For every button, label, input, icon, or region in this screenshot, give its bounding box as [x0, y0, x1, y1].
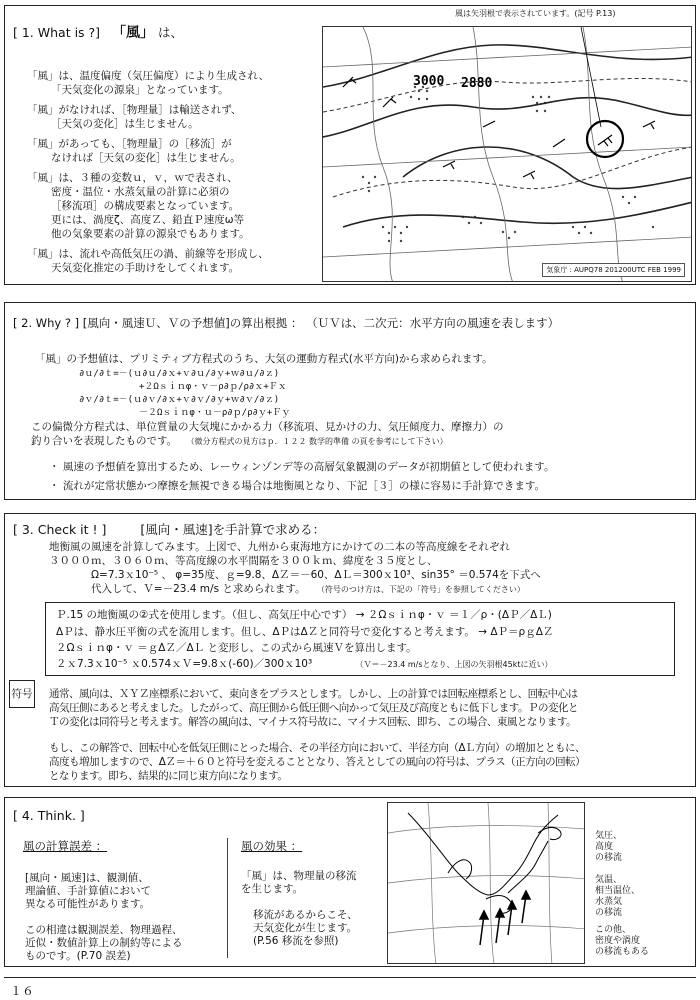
s1-item-line: 天気変化推定の手助けをしてくれます。 — [51, 262, 240, 274]
advection-label: 相当温位、 — [595, 886, 641, 896]
sign-para-2-line-3: となります。即ち、結果的に同じ東方向になります。 — [49, 770, 288, 782]
advection-label: 密度や渦度 — [595, 936, 641, 946]
calc-error-title: 風の計算誤差 ： — [23, 839, 108, 853]
equation-v-1: ∂ｖ/∂ｔ=－(ｕ∂ｖ/∂ｘ+ｖ∂ｖ/∂ｙ+ｗ∂ｖ/∂ｚ) — [79, 395, 280, 405]
calc-error-line: ものです。(P.70 誤差) — [25, 950, 131, 962]
upper-air-chart — [323, 27, 692, 282]
calc-line-1: 地衡風の風速を計算してみます。上図で、九州から東海地方にかけての二本の等高度線をそれぞれ — [49, 541, 510, 553]
map-caption: 風は矢羽根で表示されています。(記号 P.13) — [455, 9, 616, 18]
equation-u-1: ∂ｕ/∂ｔ=－(ｕ∂ｕ/∂ｘ+ｖ∂ｕ/∂ｙ+ｗ∂ｕ/∂ｚ) — [79, 369, 280, 379]
section3-header: [ 3. Check it ! ] [風向・風速]を手計算で求める： — [13, 522, 326, 537]
wind-effect-line: 天気変化が生じます。 — [253, 922, 358, 934]
s1-item-line: 「風」は、温度偏度（気圧偏度）により生成され、 — [27, 70, 270, 82]
section-think — [4, 797, 696, 967]
calc-error-line: 異なる可能性があります。 — [25, 898, 151, 910]
weather-map-upper-air — [322, 26, 692, 282]
height-label-3000: 3000 — [413, 74, 445, 89]
calc-line-2: ３０００ｍ、３０６０ｍ、等高度線の水平間隔を３００ｋｍ、緯度を３５度とし、 — [49, 555, 438, 567]
section4-header: [ 4. Think. ] — [13, 808, 85, 823]
wind-effect-line: 「風」は、物理量の移流 — [241, 870, 357, 882]
sign-para-1-line-2: 高気圧側にあると考えました。したがって、高圧側から低圧側へ向かって気圧及び高度ともに低下します。Ｐの変化と — [49, 702, 578, 714]
section2-intro: 「風」の予想値は、プリミティブ方程式のうち、大気の運動方程式(水平方向)から求められます。 — [35, 353, 493, 365]
bullet-item: ・ 流れが定常状態かつ摩擦を無視できる場合は地衡風となり、下記［３］の様に容易に手計算できます。 — [49, 480, 546, 492]
advection-label: 気温、 — [595, 875, 623, 885]
sign-para-1-line-3: Ｔの変化は同符号と考えます。解答の風向は、マイナス符号故に、マイナス回転、即ち、この場合、東風となります。 — [49, 716, 577, 728]
calc-line-3: Ω=7.3ｘ10⁻⁵ 、 φ=35度、ｇ=9.8、ΔＺ＝－60、ΔＬ＝300ｘ10³、sin35° ＝0.574を下式へ — [91, 569, 541, 581]
page-number: １６ — [10, 984, 35, 998]
equation-v-2: －２Ωｓｉｎφ・ｕ－ρ∂ｐ/ρ∂ｙ+Ｆｙ — [139, 408, 291, 418]
wind-effect-line: を生じます。 — [241, 883, 304, 895]
calc-line-4: 代入して、Ｖ=－23.4 m/s と求められます。 （符号のつけ方は、下記の「符号」を参照してください） — [91, 583, 525, 595]
section2-explain-2: 釣り合いを表現したものです。 （微分方程式の見方はｐ．１２２ 数学的準備 の頁を参考にして下さい） — [31, 435, 448, 447]
equation-u-2: +２Ωｓｉｎφ・ｖ－ρ∂ｐ/ρ∂ｘ+Ｆｘ — [139, 382, 287, 392]
sign-para-1-line-1: 通常、風向は、ＸＹＺ座標系において、東向きをプラスとします。しかし、上の計算では回転座標系とし、回転中心は — [49, 688, 578, 700]
section-check-it — [4, 513, 696, 787]
formula-box — [45, 602, 675, 676]
advection-label: この他、 — [595, 925, 632, 935]
calc-error-line: [風向・風速]は、観測値、 — [25, 872, 149, 884]
s1-item-line: なければ［天気の変化］は生じません。 — [51, 152, 241, 164]
section-what-is — [4, 5, 696, 285]
wind-effect-title: 風の効果 ： — [241, 839, 303, 853]
wind-effect-line: 移流があるからこそ、 — [253, 909, 358, 921]
sign-label-box: 符号 — [9, 680, 35, 708]
s1-item-line: 「風」があっても、［物理量］の［移流］が — [27, 138, 232, 150]
formula-line-4: ２ｘ7.3ｘ10⁻⁵ ｘ0.574ｘＶ=9.8ｘ(-60)／300ｘ10³ （Ｖ＝－23.4 m/sとなり、上図の矢羽根45ktに近い） — [56, 658, 553, 670]
s1-item-line: 「風」がなければ、［物理量］は輸送されず、 — [27, 104, 242, 116]
sign-para-2-line-2: 高度も増加しますので、ΔＺ＝＋６０と符号を変えることとなり、答えとしての風向の符号は、プラス（正方向の回転） — [49, 756, 586, 768]
advection-label: 水蒸気 — [595, 897, 623, 907]
formula-line-2: ΔＰは、静水圧平衡の式を流用します。但し、ΔＰはΔＺと同符号で変化すると考えます。 → ΔＰ＝ρｇΔＺ — [56, 626, 554, 638]
s1-item-line: 「風」は、流れや高低気圧の渦、前線等を形成し、 — [27, 248, 269, 260]
formula-line-3: ２Ωｓｉｎφ・ｖ ＝ｇΔＺ／ΔＬ と変形し、この式から風速Ｖを算出します。 — [56, 642, 417, 654]
advection-label: の移流もある — [595, 947, 650, 957]
map-source: 気象庁 : AUPQ78 201200UTC FEB 1999 — [542, 263, 685, 277]
wind-effect-line: (P.56 移流を参照) — [253, 935, 339, 947]
calc-error-line: この相違は観測誤差、物理過程、 — [25, 924, 183, 936]
advection-label: の移流 — [595, 853, 623, 863]
japan-map — [388, 803, 585, 964]
s1-item-line: 更には、渦度ζ、高度Ｚ、鉛直Ｐ速度ω等 — [51, 214, 245, 226]
bullet-item: ・ 風速の予想値を算出するため、レーウィンゾンデ等の高層気象観測のデータが初期値として使われます。 — [49, 461, 555, 473]
height-label-2880: 2880 — [461, 76, 493, 91]
s1-item-line: ［天気の変化］は生じません。 — [51, 118, 199, 130]
s1-item-line: 他の気象要素の計算の源泉でもあります。 — [51, 228, 250, 240]
section1-header: [ 1. What is ?] 「風」 は、 — [13, 25, 184, 41]
s1-item-line: 密度・温位・水蒸気量の計算に必須の — [51, 186, 230, 198]
sign-para-2-line-1: もし、この解答で、回転中心を低気圧側にとった場合、その半径方向において、半径方向（ΔＬ方向）の増加とともに、 — [49, 742, 586, 754]
calc-error-line: 理論値、手計算値において — [25, 885, 151, 897]
formula-line-1: Ｐ.15 の地衡風の②式を使用します。（但し、高気圧中心です） → ２Ωｓｉｎφ・ｖ ＝１／ρ・(ΔＰ／ΔＬ) — [56, 609, 552, 621]
advection-label: の移流 — [595, 908, 623, 918]
advection-label: 気圧、 — [595, 831, 623, 841]
column-divider — [227, 838, 228, 958]
s1-item-line: 「天気変化の源泉」となっています。 — [51, 84, 229, 96]
advection-label: 高度 — [595, 842, 614, 852]
section-why — [4, 302, 696, 500]
calc-error-line: 近似・数値計算上の制約等による — [25, 937, 183, 949]
japan-advection-map — [387, 802, 585, 964]
s1-item-line: 「風」は、３種の変数ｕ，ｖ，ｗで表され、 — [27, 172, 238, 184]
footer-rule — [4, 977, 696, 978]
section2-explain-1: この偏微分方程式は、単位質量の大気塊にかかる力（移流項、見かけの力、気圧傾度力、摩擦力）の — [31, 421, 504, 433]
s1-item-line: ［移流項］の構成要素となっています。 — [51, 200, 240, 212]
section2-header: [ 2. Why ? ] [風向・風速Ｕ、Ｖの予想値]の算出根拠 ： （ＵＶは、二次元：水平方向の風速を表します） — [13, 316, 560, 330]
